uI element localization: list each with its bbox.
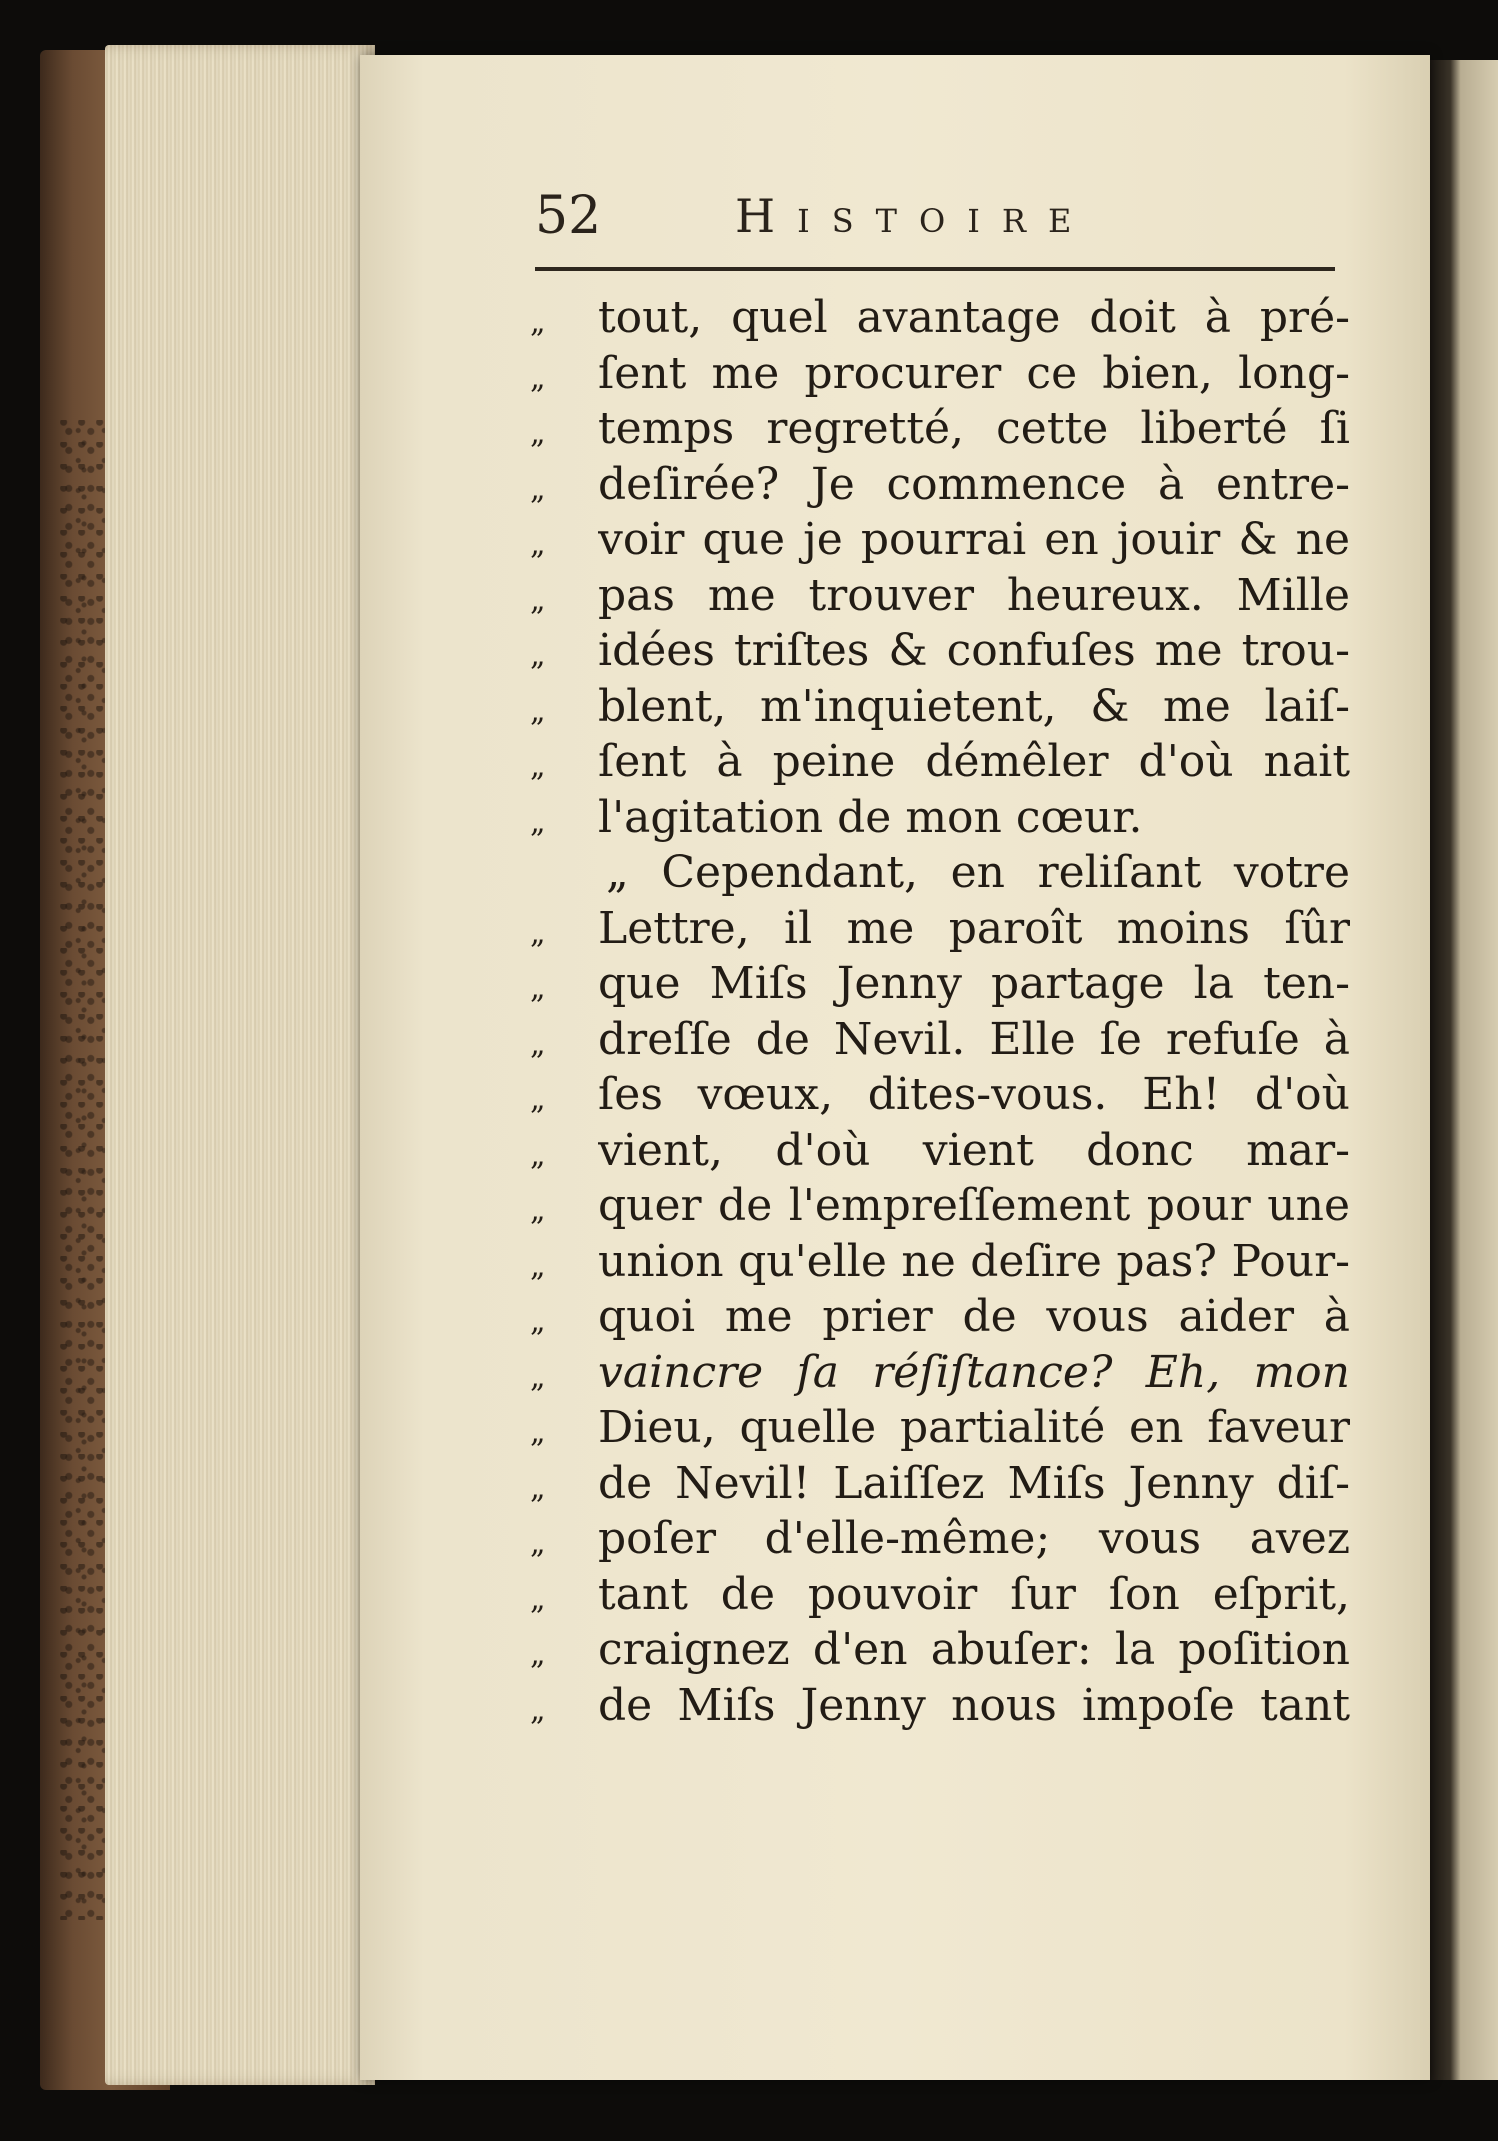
line-text: ſent me procurer ce bien, long-	[598, 347, 1350, 399]
header-rule	[535, 267, 1335, 271]
text-line	[530, 1289, 1350, 1345]
text-line	[530, 1234, 1350, 1290]
quote-mark: „	[530, 582, 544, 618]
paragraph-start-line	[530, 845, 1350, 901]
quote-mark: „	[530, 1359, 544, 1395]
line-text: de Miſs Jenny nous impoſe tant	[598, 1679, 1350, 1731]
line-text: deſirée? Je commence à entre-	[598, 458, 1350, 510]
quote-mark: „	[530, 305, 544, 340]
page-edges	[105, 45, 375, 2085]
text-line	[530, 734, 1350, 790]
quote-mark: „	[530, 1026, 544, 1062]
line-text: vient, d'où vient donc mar-	[598, 1124, 1350, 1176]
quote-mark: „	[530, 749, 544, 784]
text-line	[530, 346, 1350, 402]
line-text: ſes vœux, dites-vous. Eh! d'où	[598, 1069, 1350, 1120]
line-text: union qu'elle ne deſire pas? Pour-	[598, 1235, 1350, 1287]
quote-mark: „	[530, 693, 544, 729]
quote-mark: „	[530, 915, 544, 951]
page-number: 52	[535, 186, 602, 246]
line-text: poſer d'elle-même; vous avez	[598, 1513, 1350, 1564]
line-text: „ Cependant, en reliſant votre	[606, 847, 1350, 898]
quote-mark: „	[530, 971, 544, 1006]
text-line	[530, 1067, 1350, 1123]
text-line	[530, 457, 1350, 513]
text-line	[530, 1567, 1350, 1623]
line-text: que Miſs Jenny partage la ten-	[598, 958, 1350, 1009]
text-line	[530, 401, 1350, 457]
quote-mark: „	[530, 360, 544, 396]
quote-mark: „	[530, 804, 544, 840]
text-line	[530, 956, 1350, 1012]
line-text: quer de l'empreſſement pour une	[598, 1180, 1350, 1231]
text-line	[530, 1678, 1350, 1734]
text-line	[530, 1511, 1350, 1567]
quote-mark: „	[530, 1581, 544, 1617]
quote-mark: „	[530, 638, 544, 673]
line-text: l'agitation de mon cœur.	[598, 791, 1143, 843]
line-text: ſent à peine démêler d'où nait	[598, 736, 1350, 787]
text-line	[530, 790, 1350, 846]
line-text: idées triſtes & confuſes me trou-	[598, 625, 1350, 676]
running-title: Histoire	[735, 189, 1094, 243]
text-line	[530, 1012, 1350, 1068]
text-line	[530, 1622, 1350, 1678]
line-text: tant de pouvoir ſur ſon eſprit,	[598, 1568, 1350, 1620]
line-text: Dieu, quelle partialité en faveur	[598, 1402, 1350, 1453]
quote-mark: „	[530, 1137, 544, 1173]
text-line	[530, 1456, 1350, 1512]
line-text: craignez d'en abuſer: la poſition	[598, 1624, 1350, 1675]
text-line	[530, 623, 1350, 679]
line-text: tout, quel avantage doit à pré-	[598, 292, 1350, 343]
quote-mark: „	[530, 416, 544, 451]
line-text: temps regretté, cette liberté ſi	[598, 403, 1350, 454]
quote-mark: „	[530, 527, 544, 562]
body-text	[530, 290, 1350, 1733]
line-text: voir que je pourrai en jouir & ne	[598, 514, 1350, 565]
text-line	[530, 290, 1350, 346]
line-text: dreſſe de Nevil. Elle ſe refuſe à	[598, 1013, 1350, 1065]
text-line	[530, 901, 1350, 957]
line-text: de Nevil! Laiſſez Miſs Jenny diſ-	[598, 1457, 1350, 1509]
text-line	[530, 1123, 1350, 1179]
quote-mark: „	[530, 1637, 544, 1672]
text-line	[530, 568, 1350, 624]
quote-mark: „	[530, 1304, 544, 1339]
text-line	[530, 512, 1350, 568]
text-line	[530, 679, 1350, 735]
quote-mark: „	[530, 1470, 544, 1506]
line-text: blent, m'inquietent, & me laiſ-	[598, 680, 1350, 732]
quote-mark: „	[530, 1082, 544, 1117]
quote-mark: „	[530, 1193, 544, 1228]
quote-mark: „	[530, 1692, 544, 1728]
facing-page-edge	[1430, 60, 1498, 2080]
quote-mark: „	[530, 471, 544, 507]
text-line	[530, 1178, 1350, 1234]
line-text: pas me trouver heureux. Mille	[598, 569, 1350, 621]
text-line	[530, 1345, 1350, 1401]
text-line	[530, 1400, 1350, 1456]
line-text: quoi me prier de vous aider à	[598, 1291, 1350, 1342]
quote-mark: „	[530, 1526, 544, 1561]
quote-mark: „	[530, 1248, 544, 1284]
line-text: Lettre, il me paroît moins ſûr	[598, 902, 1350, 954]
line-text: vaincre ſa réſiſtance? Eh, mon	[598, 1346, 1350, 1398]
quote-mark: „	[530, 1415, 544, 1450]
page-header	[535, 186, 1335, 256]
